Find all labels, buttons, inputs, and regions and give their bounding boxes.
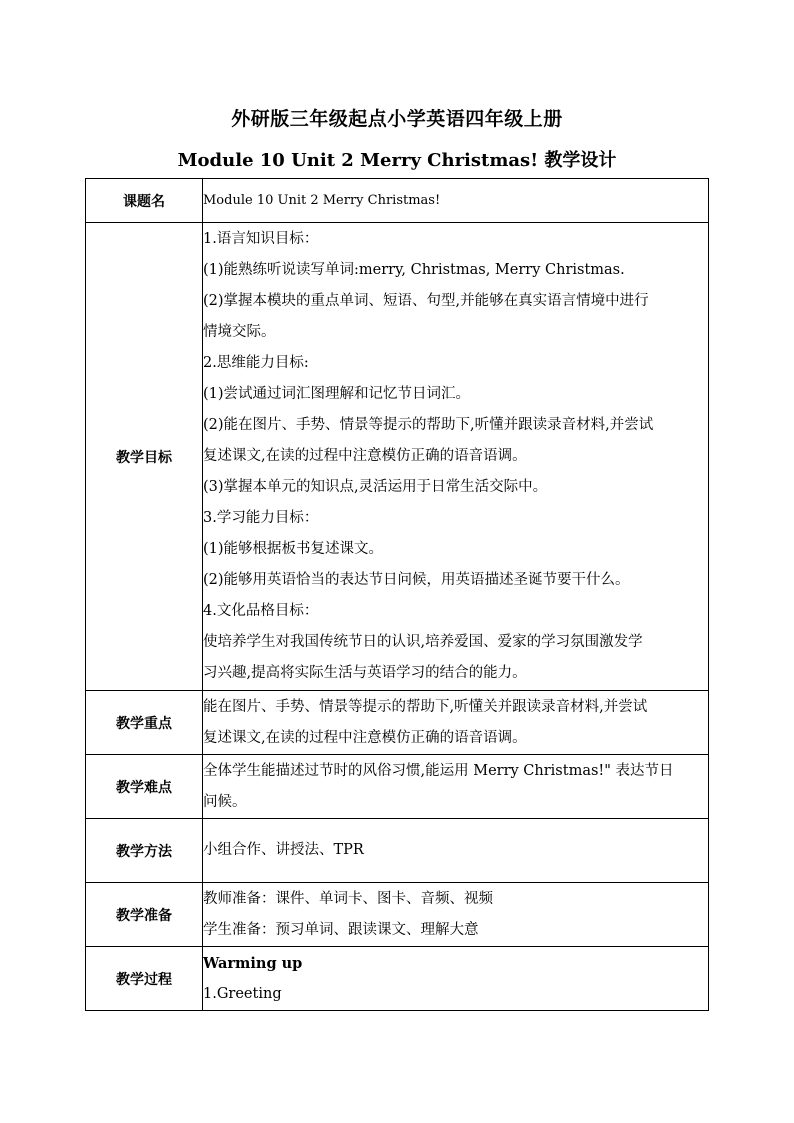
objectives-line: (1)能够根据板书复述课文。: [203, 541, 384, 557]
key-points-line: 能在图片、手势、情景等提示的帮助下,听懂关并跟读录音材料,并尝试: [203, 698, 648, 715]
topic-value: Module 10 Unit 2 Merry Christmas!: [203, 192, 441, 208]
document-title: 外研版三年级起点小学英语四年级上册: [231, 108, 563, 130]
objectives-line: 1.语言知识目标：: [203, 231, 319, 247]
preparation-line: 学生准备：预习单词、跟读课文、理解大意: [203, 921, 479, 938]
row-content-preparation: [203, 883, 709, 947]
objectives-line: 使培养学生对我国传统节日的认识,培养爱国、爱家的学习氛围激发学: [203, 634, 643, 650]
row-label-key-points: 教学重点: [86, 691, 203, 755]
objectives-line: 复述课文,在读的过程中注意模仿正确的语音语调。: [203, 448, 527, 464]
row-label-methods: 教学方法: [86, 819, 203, 883]
process-heading: Warming up: [203, 954, 303, 972]
row-label-topic: 课题名: [86, 179, 203, 223]
row-label-objectives: 教学目标: [86, 223, 203, 691]
table-row-topic: [86, 179, 709, 223]
table-row-objectives: [86, 223, 709, 691]
row-content-difficulties: [203, 755, 709, 819]
table-row-process: [86, 947, 709, 1011]
objectives-line: (3)掌握本单元的知识点,灵活运用于日常生活交际中。: [203, 479, 548, 495]
row-content-process: [203, 947, 709, 1011]
table-row-methods: [86, 819, 709, 883]
objectives-line: (1)能熟练听说读写单词:merry, Christmas, Merry Christmas.: [203, 262, 625, 278]
objectives-line: 4.文化品格目标：: [203, 603, 319, 619]
row-content-objectives: [203, 223, 709, 691]
methods-value: 小组合作、讲授法、TPR: [203, 842, 364, 858]
difficulties-line: 问候。: [203, 793, 247, 810]
difficulties-line: 全体学生能描述过节时的风俗习惯,能运用 Merry Christmas!" 表达节日: [203, 762, 674, 779]
row-content-key-points: [203, 691, 709, 755]
document-subtitle: Module 10 Unit 2 Merry Christmas! 教学设计: [177, 150, 617, 171]
process-line: 1.Greeting: [203, 985, 282, 1002]
row-content-methods: [203, 819, 709, 883]
objectives-line: 情境交际。: [203, 324, 276, 340]
key-points-line: 复述课文,在读的过程中注意模仿正确的语音语调。: [203, 729, 527, 746]
table-row-preparation: [86, 883, 709, 947]
objectives-line: (2)能够用英语恰当的表达节日问候，用英语描述圣诞节要干什么。: [203, 572, 630, 588]
table-row-key-points: [86, 691, 709, 755]
row-label-difficulties: 教学难点: [86, 755, 203, 819]
objectives-line: 3.学习能力目标：: [203, 510, 319, 526]
table-row-difficulties: [86, 755, 709, 819]
objectives-line: 2.思维能力目标:: [203, 355, 309, 371]
objectives-line: (1)尝试通过词汇图理解和记忆节日词汇。: [203, 386, 471, 402]
objectives-line: (2)掌握本模块的重点单词、短语、句型,并能够在真实语言情境中进行: [203, 293, 649, 309]
row-label-process: 教学过程: [86, 947, 203, 1011]
lesson-plan-table: [85, 178, 709, 1011]
objectives-line: (2)能在图片、手势、情景等提示的帮助下,听懂并跟读录音材料,并尝试: [203, 417, 654, 433]
objectives-line: 习兴趣,提高将实际生活与英语学习的结合的能力。: [203, 665, 527, 681]
row-label-preparation: 教学准备: [86, 883, 203, 947]
row-content-topic: [203, 179, 709, 223]
preparation-line: 教师准备：课件、单词卡、图卡、音频、视频: [203, 890, 493, 907]
